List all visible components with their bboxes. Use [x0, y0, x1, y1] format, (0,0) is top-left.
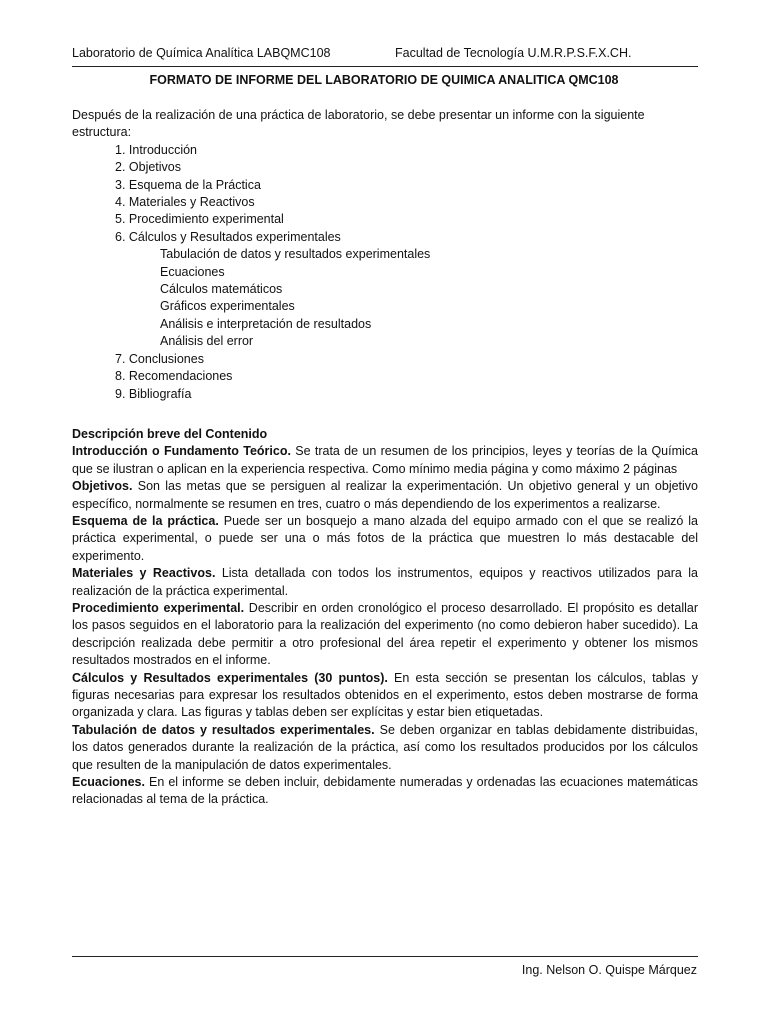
- section-text: Se deben organizar en tablas debidamente distribuidas, los datos generados durante la realización de la práctica, así como los resultados producidos por los cálculos que resulten de la manipulación de datos experimentales.: [72, 722, 698, 772]
- list-item: 2. Objetivos: [115, 160, 182, 175]
- section-term: Objetivos.: [72, 479, 133, 494]
- list-item: 9. Bibliografía: [115, 386, 192, 401]
- section-heading: Descripción breve del Contenido: [72, 426, 268, 441]
- list-subitem: Gráficos experimentales: [160, 299, 295, 314]
- list-item: 4. Materiales y Reactivos: [115, 195, 255, 210]
- section-term: Introducción o Fundamento Teórico.: [72, 444, 291, 459]
- footer-author: Ing. Nelson O. Quispe Márquez: [521, 963, 697, 977]
- intro-paragraph: Después de la realización de una práctica de laboratorio, se debe presentar un informe con la siguiente estructura:: [72, 108, 645, 140]
- section-text: En esta sección se presentan los cálculos, tablas y figuras necesarias para expresar los resultados obtenidos en el experimento, estos deben mostrarse de forma organizada y clara. Las figuras y tablas deben ser explícitas y estar bien etiquetadas.: [72, 670, 698, 720]
- section-text: Son las metas que se persiguen al realizar la experimentación. Un objetivo general y un objetivo específico, normalmente se resumen en tres, cuatro o más dependiendo de los experimentos a realizarse.: [72, 479, 698, 511]
- section-term: Cálculos y Resultados experimentales (30 puntos).: [72, 670, 388, 685]
- section-term: Materiales y Reactivos.: [72, 566, 216, 581]
- section-term: Procedimiento experimental.: [72, 600, 245, 615]
- list-subitem: Análisis del error: [160, 334, 254, 349]
- section-procedimiento: [72, 600, 698, 670]
- section-text: Se trata de un resumen de los principios, leyes y teorías de la Química que se ilustran o aplican en la experiencia respectiva. Como mínimo media página y como máximo 2 páginas: [72, 444, 698, 476]
- section-text: En el informe se deben incluir, debidamente numeradas y ordenadas las ecuaciones matemáticas relacionadas al tema de la práctica.: [72, 775, 698, 807]
- subsection-tabulacion: [72, 722, 698, 774]
- section-objetivos: [72, 478, 698, 513]
- header-divider: [72, 66, 698, 67]
- list-item: 1. Introducción: [115, 142, 197, 157]
- footer-divider: [72, 956, 698, 957]
- list-item: 7. Conclusiones: [115, 351, 204, 366]
- list-item: 6. Cálculos y Resultados experimentales: [115, 229, 341, 244]
- section-text: Describir en orden cronológico el proceso desarrollado. El propósito es detallar los pasos seguidos en el laboratorio para la realización del experimento (no como debieron haber sucedido). La descripción realizada debe permitir a otro profesional del área repetir el experimento y obtener los mismos resultados mostrados en el informe.: [72, 600, 699, 668]
- list-subitem: Cálculos matemáticos: [160, 282, 283, 297]
- section-esquema: [72, 513, 698, 565]
- structure-list: [115, 142, 698, 403]
- section-term: Ecuaciones.: [72, 775, 145, 790]
- section-term: Tabulación de datos y resultados experimentales.: [72, 722, 375, 737]
- section-calculos: [72, 670, 698, 722]
- list-subitem: Análisis e interpretación de resultados: [160, 316, 372, 331]
- header-faculty: Facultad de Tecnología U.M.R.P.S.F.X.CH.: [395, 46, 632, 60]
- section-text: Lista detallada con todos los instrumentos, equipos y reactivos utilizados para la realización de la práctica experimental.: [72, 566, 698, 598]
- section-text: Puede ser un bosquejo a mano alzada del equipo armado con el que se realizó la práctica experimental, o puede ser una o más fotos de la práctica que muestren lo más destacable del experimento.: [72, 513, 698, 563]
- header-lab-name: Laboratorio de Química Analítica LABQMC108: [72, 46, 331, 60]
- document-body: [72, 107, 698, 809]
- section-materiales: [72, 565, 698, 600]
- section-term: Esquema de la práctica.: [72, 513, 219, 528]
- section-introduccion: [72, 443, 698, 478]
- list-item: 3. Esquema de la Práctica: [115, 177, 261, 192]
- list-subitem: Ecuaciones: [160, 264, 225, 279]
- list-subitem: Tabulación de datos y resultados experimentales: [160, 247, 431, 262]
- document-title: FORMATO DE INFORME DEL LABORATORIO DE QUIMICA ANALITICA QMC108: [149, 73, 619, 87]
- list-item: 5. Procedimiento experimental: [115, 212, 284, 227]
- subsection-ecuaciones: [72, 774, 698, 809]
- page-header: [72, 46, 696, 66]
- list-item: 8. Recomendaciones: [115, 369, 233, 384]
